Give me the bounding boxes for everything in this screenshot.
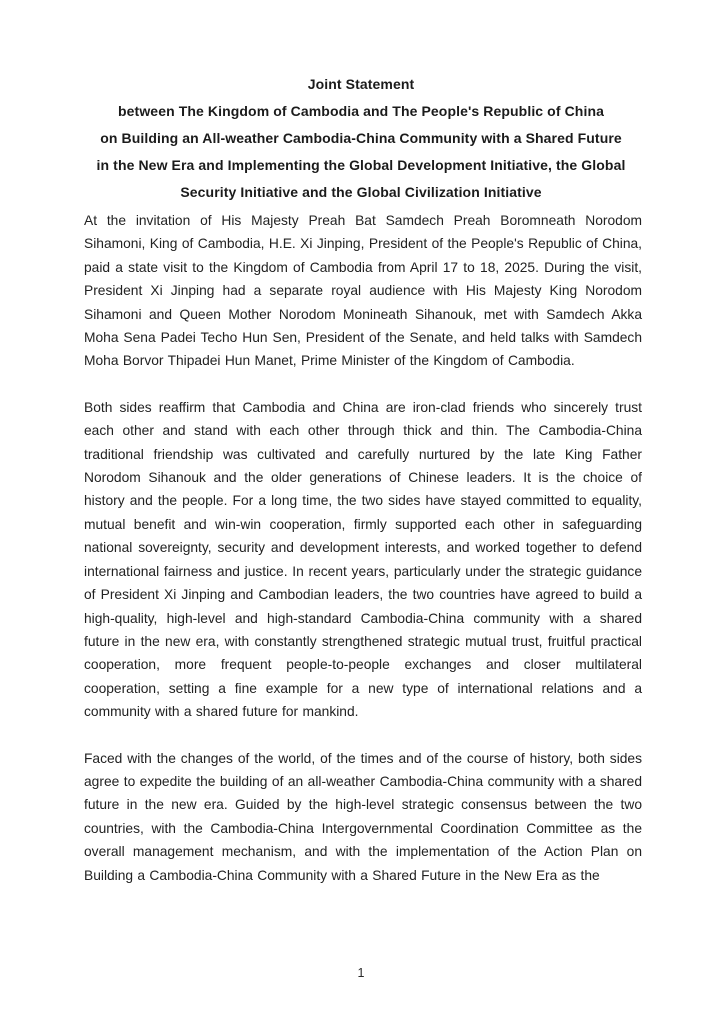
- page-number: 1: [357, 966, 365, 980]
- title-line-5: Security Initiative and the Global Civilization Initiative: [180, 184, 542, 200]
- document-body: [84, 209, 642, 910]
- title-line-2: between The Kingdom of Cambodia and The People's Republic of China: [118, 103, 604, 119]
- document-title: [48, 71, 674, 206]
- title-line-1: Joint Statement: [307, 76, 415, 92]
- title-line-4: in the New Era and Implementing the Global Development Initiative, the Global: [96, 157, 626, 173]
- paragraph-1: At the invitation of His Majesty Preah Bat Samdech Preah Boromneath Norodom Sihamoni, King of Cambodia, H.E. Xi Jinping, President of the People's Republic of China, paid a state visit to the Kingdom of Cambodia from April 17 to 18, 2025. During the visit, President Xi Jinping had a separate royal audience with His Majesty King Norodom Sihamoni and Queen Mother Norodom Monineath Sihanouk, met with Samdech Akka Moha Sena Padei Techo Hun Sen, President of the Senate, and held talks with Samdech Moha Borvor Thipadei Hun Manet, Prime Minister of the Kingdom of Cambodia.: [84, 213, 642, 369]
- paragraph-3: Faced with the changes of the world, of the times and of the course of history, both sides agree to expedite the building of an all-weather Cambodia-China community with a shared future in the new era. Guided by the high-level strategic consensus between the two countries, with the Cambodia-China Intergovernmental Coordination Committee as the overall management mechanism, and with the implementation of the Action Plan on Building a Cambodia-China Community with a Shared Future in the New Era as the: [84, 750, 642, 883]
- title-line-3: on Building an All-weather Cambodia-China Community with a Shared Future: [100, 130, 622, 146]
- paragraph-2: Both sides reaffirm that Cambodia and China are iron-clad friends who sincerely trust each other and stand with each other through thick and thin. The Cambodia-China traditional friendship was cultivated and carefully nurtured by the late King Father Norodom Sihanouk and the older generations of Chinese leaders. It is the choice of history and the people. For a long time, the two sides have stayed committed to equality, mutual benefit and win-win cooperation, firmly supported each other in safeguarding national sovereignty, security and development interests, and worked together to defend international fairness and justice. In recent years, particularly under the strategic guidance of President Xi Jinping and Cambodian leaders, the two countries have agreed to build a high-quality, high-level and high-standard Cambodia-China community with a shared future in the new era, with constantly strengthened strategic mutual trust, fruitful practical cooperation, more frequent people-to-people exchanges and closer multilateral cooperation, setting a fine example for a new type of international relations and a community with a shared future for mankind.: [84, 399, 642, 720]
